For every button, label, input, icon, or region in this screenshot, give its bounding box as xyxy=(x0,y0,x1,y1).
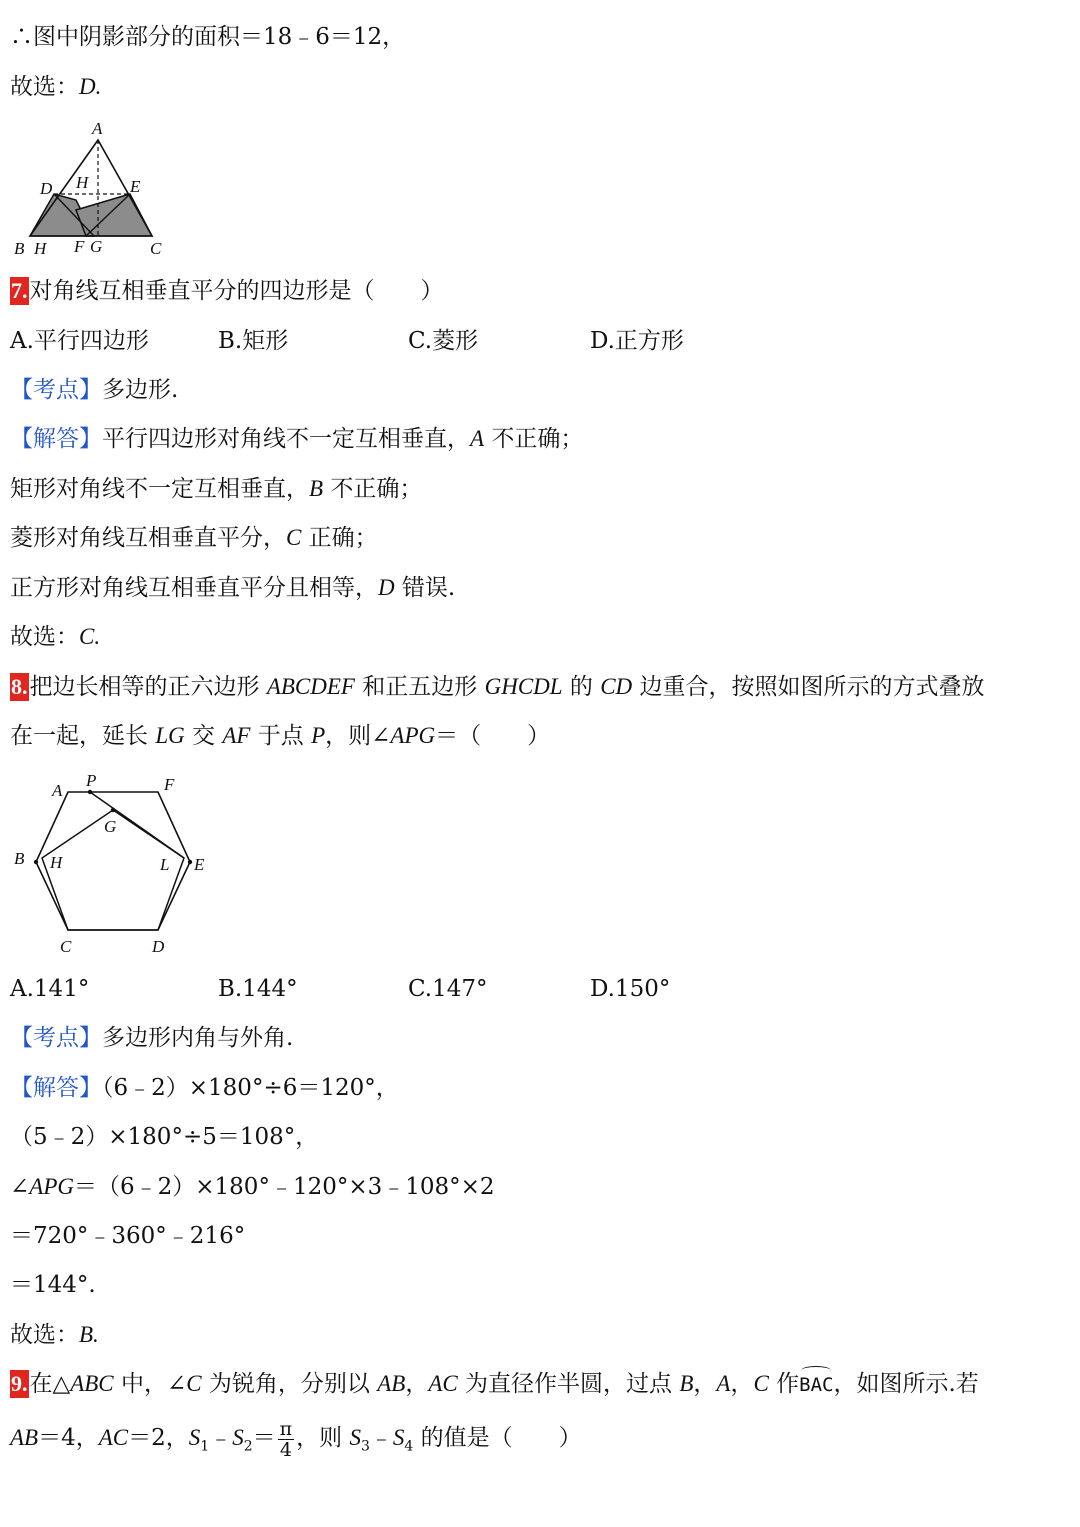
label-B: B xyxy=(14,239,25,258)
label-A: A xyxy=(92,119,103,138)
fraction-pi-over-4: $\frac{\pi}{4}$ xyxy=(279,1417,293,1461)
label-L: L xyxy=(160,855,170,874)
arc-bac: BAC xyxy=(799,1370,833,1400)
label-P: P xyxy=(86,771,97,790)
question-8-line2: 在一起，延长 LG 交 AF 于点 P，则∠APG＝（ ） xyxy=(10,723,551,749)
label-C: C xyxy=(150,239,162,258)
q8-jieda-3: ∠APG＝（6﹣2）×180°﹣120°×3﹣108°×2 xyxy=(10,1174,495,1200)
q8-option-d: D.150° xyxy=(590,976,671,1002)
q7-jieda-1: 【解答】平行四边形对角线不一定互相垂直，A 不正确； xyxy=(10,426,584,452)
q7-answer: 故选：C. xyxy=(10,624,101,650)
q8-jieda-5: ＝144°. xyxy=(10,1272,96,1298)
label-H2: H xyxy=(34,239,47,258)
q8-jieda-2: （5﹣2）×180°÷5＝108°， xyxy=(10,1124,319,1150)
q8-option-b: B.144° xyxy=(218,976,298,1002)
q7-jieda-2: 矩形对角线不一定互相垂直，B 不正确； xyxy=(10,476,423,502)
figure-triangle xyxy=(10,118,180,260)
label-E: E xyxy=(130,177,141,196)
question-9-line2: AB＝4，AC＝2，$S_1﹣S_2=$ $\frac{\pi}{4}$ ，则 $S_3﹣S_4$ 的值是（ ） xyxy=(10,1417,582,1461)
label-D: D xyxy=(40,179,53,198)
label-E: E xyxy=(194,855,205,874)
line-area-result: ∴图中阴影部分的面积＝18﹣6＝12， xyxy=(10,24,406,50)
q7-jieda-3: 菱形对角线互相垂直平分，C 正确； xyxy=(10,525,378,551)
figure-hexagon-pentagon xyxy=(10,770,220,960)
label-C: C xyxy=(60,937,72,956)
question-8-line1: 8.把边长相等的正六边形 ABCDEF 和正五边形 GHCDL 的 CD 边重合，按照如图所示的方式叠放 xyxy=(11,674,985,700)
label-H: H xyxy=(50,853,63,872)
q7-jieda-4: 正方形对角线互相垂直平分且相等，D 错误. xyxy=(10,575,456,601)
q8-option-c: C.147° xyxy=(408,976,488,1002)
line-answer-6: 故选：D. xyxy=(10,74,102,100)
label-G: G xyxy=(90,237,103,256)
q7-option-a: A.平行四边形 xyxy=(10,328,149,354)
label-D: D xyxy=(152,937,165,956)
question-9-line1: 9.在△ABC 中，∠C 为锐角，分别以 AB，AC 为直径作半圆，过点 B，A，C 作BAC，如图所示.若 xyxy=(10,1369,979,1400)
q8-jieda-4: ＝720°﹣360°﹣216° xyxy=(10,1223,246,1249)
q8-answer: 故选：B. xyxy=(10,1322,99,1348)
label-A: A xyxy=(52,781,63,800)
q8-option-a: A.141° xyxy=(10,976,90,1002)
label-F: F xyxy=(164,775,175,794)
q8-kaodian: 【考点】多边形内角与外角. xyxy=(10,1025,294,1051)
q7-option-d: D.正方形 xyxy=(590,328,684,354)
label-F: F xyxy=(74,237,85,256)
label-H: H xyxy=(76,173,89,192)
q8-jieda-1: 【解答】（6﹣2）×180°÷6＝120°， xyxy=(10,1075,399,1101)
q7-option-c: C.菱形 xyxy=(408,328,479,354)
q7-kaodian: 【考点】多边形. xyxy=(10,377,179,403)
question-7: 7.对角线互相垂直平分的四边形是（ ） xyxy=(11,278,444,304)
q7-option-b: B.矩形 xyxy=(218,328,289,354)
label-B: B xyxy=(14,849,25,868)
label-G: G xyxy=(104,817,117,836)
